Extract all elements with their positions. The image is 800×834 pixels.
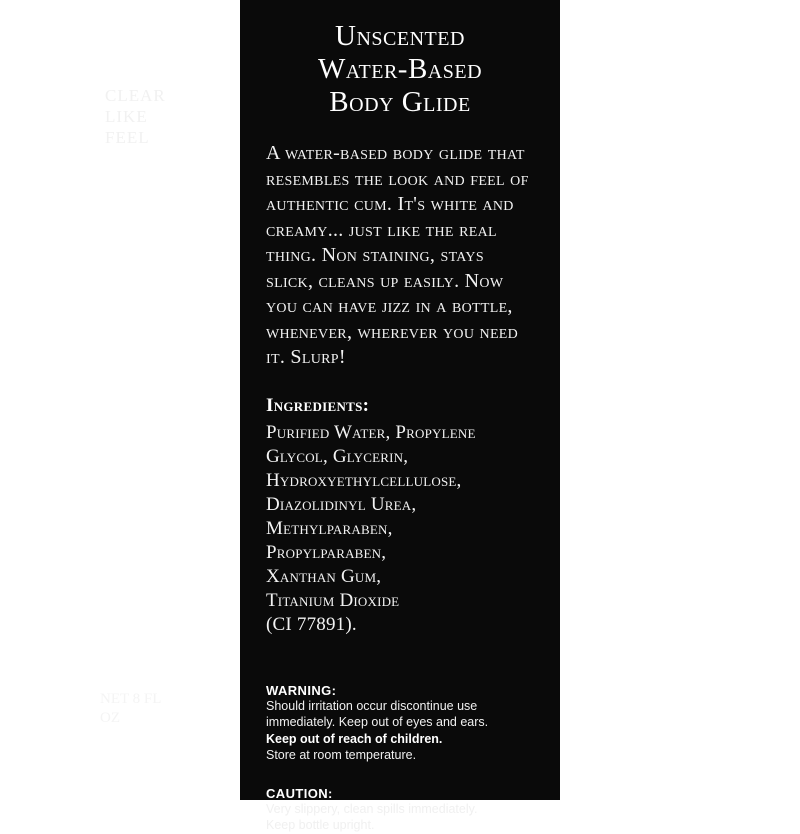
warning-line-1: Should irritation occur discontinue use <box>266 698 478 713</box>
warning-line-2: immediately. Keep out of eyes and ears. <box>266 715 489 729</box>
ingredient-line: Propylparaben, <box>266 541 387 563</box>
warning-heading: WARNING: <box>266 682 337 698</box>
title-line-3: Body Glide <box>329 86 471 118</box>
warning-text <box>266 698 534 764</box>
label-panel <box>240 0 560 832</box>
ghost-text-bottom: NET 8 FL OZ <box>100 691 161 726</box>
ingredient-line: (CI 77891). <box>266 613 357 635</box>
ingredients-list <box>266 421 534 637</box>
ingredient-line: Titanium Dioxide <box>266 589 400 611</box>
warning-line-3: Keep out of reach of children. <box>266 731 443 746</box>
ingredient-line: Glycol, Glycerin, <box>266 445 409 467</box>
ingredient-line: Methylparaben, <box>266 517 393 539</box>
warning-line-4: Store at room temperature. <box>266 748 417 762</box>
product-description: A water-based body glide that resembles the look and feel of authentic cum. It's white and creamy... just like the real thing. Non staining, stays slick, cleans up easily. Now you can have jizz in a bottle, whenever, wherever you need it. Slurp! <box>266 142 529 368</box>
title-line-2: Water-Based <box>317 53 483 85</box>
caution-text <box>266 801 534 834</box>
caution-heading: CAUTION: <box>266 785 333 801</box>
ingredient-line: Purified Water, Propylene <box>266 421 476 443</box>
ingredients-heading: Ingredients: <box>266 394 370 416</box>
title-line-1: Unscented <box>335 20 465 52</box>
ingredient-line: Hydroxyethylcellulose, <box>266 469 462 491</box>
ghost-text-top: CLEAR LIKE FEEL <box>105 86 166 147</box>
caution-line-2: Keep bottle upright. <box>266 818 375 832</box>
product-title <box>266 20 534 119</box>
caution-block <box>266 786 534 834</box>
caution-line-1: Very slippery, clean spills immediately. <box>266 801 478 816</box>
ingredient-line: Xanthan Gum, <box>266 565 382 587</box>
warning-block <box>266 683 534 764</box>
ingredient-line: Diazolidinyl Urea, <box>266 493 417 515</box>
